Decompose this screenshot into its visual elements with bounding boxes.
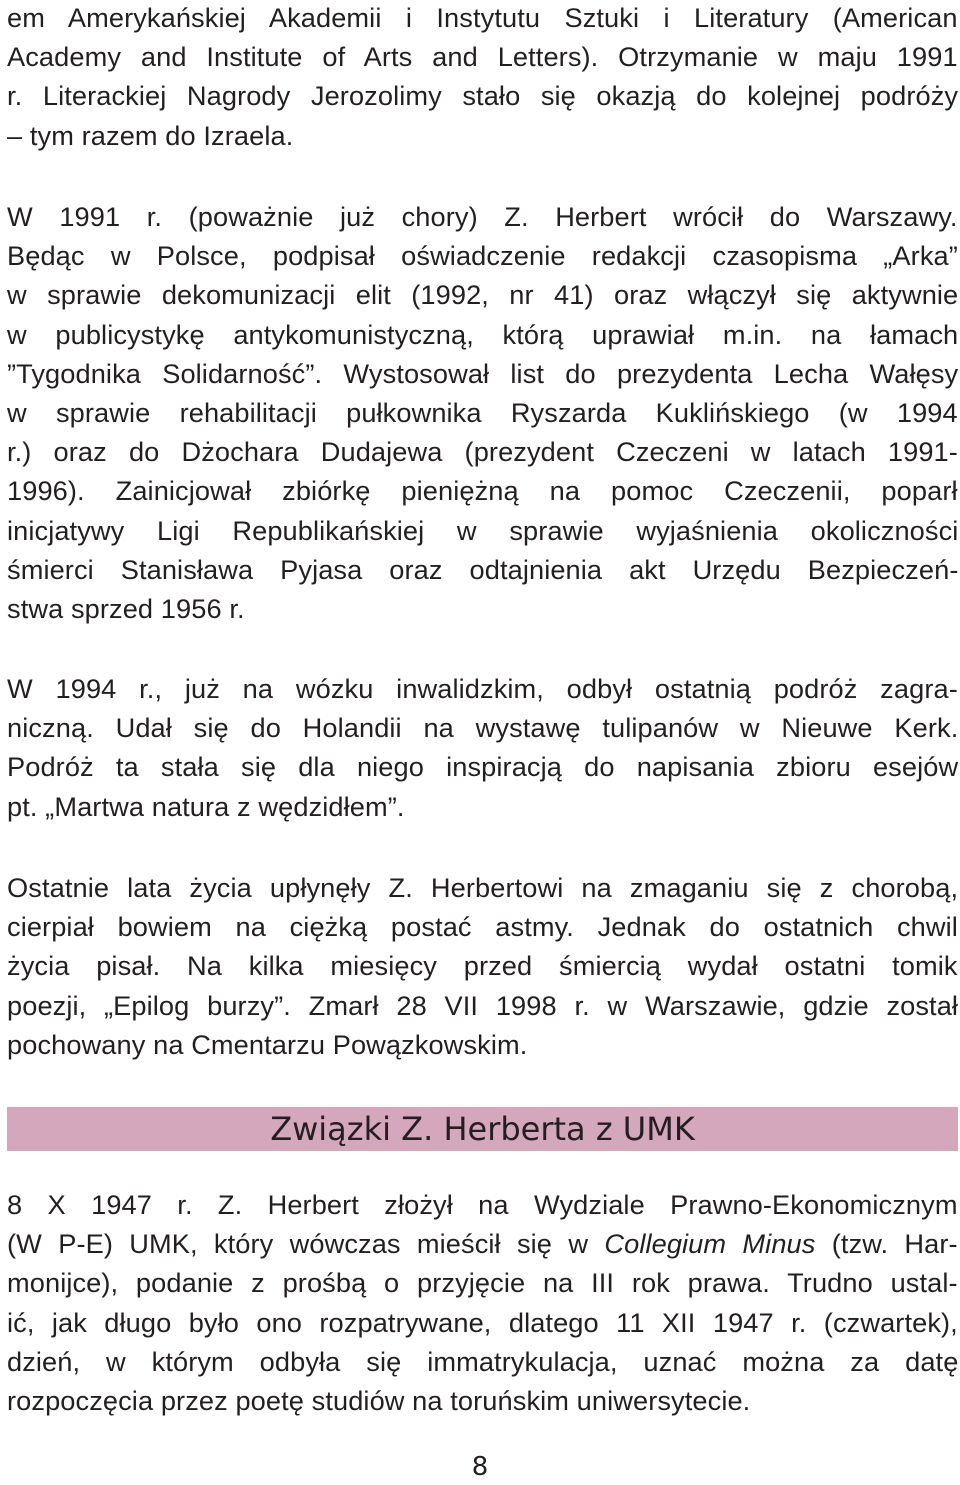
text-line: rozpoczęcia przez poetę studiów na toruńskim uniwersytecie. xyxy=(7,1385,751,1417)
text-line: Ostatnie lata życia upłynęły Z. Herbertowi na zmaganiu się z chorobą, xyxy=(7,872,959,903)
text-line: – tym razem do Izraela. xyxy=(7,119,294,151)
text-line: Academy and Institute of Arts and Letters). Otrzymanie w maju 1991 xyxy=(7,41,958,73)
text-line: monijce), podanie z prośbą o przyjęcie na III rok prawa. Trudno ustal- xyxy=(7,1267,958,1299)
text-line: śmierci Stanisława Pyjasa oraz odtajnienia akt Urzędu Bezpieczeń- xyxy=(7,553,959,585)
text-line: pochowany na Cmentarzu Powązkowskim. xyxy=(7,1028,528,1060)
text-line xyxy=(7,1224,958,1263)
text-line: 8 X 1947 r. Z. Herbert złożył na Wydziale Prawno-Ekonomicznym xyxy=(7,1189,958,1220)
text-fragment: (tzw. Har- xyxy=(815,1228,958,1260)
text-line: w publicystykę antykomunistyczną, którą uprawiał m.in. na łamach xyxy=(7,318,959,350)
paragraph-academy xyxy=(7,0,958,155)
text-line: w sprawie rehabilitacji pułkownika Ryszarda Kuklińskiego (w 1994 xyxy=(7,397,958,429)
text-line: poezji, „Epilog burzy”. Zmarł 28 VII 1998 r. w Warszawie, gdzie został xyxy=(7,989,959,1021)
text-line: Będąc w Polsce, podpisał oświadczenie redakcji czasopisma „Arka” xyxy=(7,240,958,272)
text-line: W 1991 r. (poważnie już chory) Z. Herbert wrócił do Warszawy. xyxy=(7,201,958,232)
text-line: W 1994 r., już na wózku inwalidzkim, odbył ostatnią podróż zagra- xyxy=(7,673,958,704)
text-line: cierpiał bowiem na ciężką postać astmy. Jednak do ostatnich chwil xyxy=(7,911,958,943)
text-line: ”Tygodnika Solidarność”. Wystosował list do prezydenta Lecha Wałęsy xyxy=(7,357,959,389)
text-line: w sprawie dekomunizacji elit (1992, nr 41) oraz włączył się aktywnie xyxy=(7,279,959,311)
text-fragment: (W P-E) UMK, który wówczas mieścił się w xyxy=(7,1228,605,1260)
paragraph-warsaw-return xyxy=(7,197,958,628)
text-line: em Amerykańskiej Akademii i Instytutu Sztuki i Literatury (American xyxy=(7,2,958,33)
text-line: pt. „Martwa natura z wędzidłem”. xyxy=(7,790,405,822)
text-line: dzień, w którym odbyła się immatrykulacja, uznać można za datę xyxy=(7,1345,959,1377)
paragraph-last-years xyxy=(7,868,958,1064)
section-heading: Związki Z. Herberta z UMK xyxy=(270,1110,695,1148)
text-line: inicjatywy Ligi Republikańskiej w sprawie wyjaśnienia okoliczności xyxy=(7,514,959,546)
text-line: życia pisał. Na kilka miesięcy przed śmiercią wydał ostatni tomik xyxy=(7,950,958,982)
page-number: 8 xyxy=(471,1452,489,1482)
text-line: ić, jak długo było ono rozpatrywane, dlatego 11 XII 1947 r. (czwartek), xyxy=(7,1306,958,1338)
paragraph-umk xyxy=(7,1185,958,1420)
text-line: r. Literackiej Nagrody Jerozolimy stało się okazją do kolejnej podróży xyxy=(7,80,959,112)
section-heading-band xyxy=(7,1107,958,1151)
text-line: niczną. Udał się do Holandii na wystawę tulipanów w Nieuwe Kerk. xyxy=(7,712,959,744)
text-line: stwa sprzed 1956 r. xyxy=(7,593,245,625)
text-line: Podróż ta stała się dla niego inspiracją do napisania zbioru esejów xyxy=(7,751,959,783)
text-line: r.) oraz do Dżochara Dudajewa (prezydent Czeczeni w latach 1991- xyxy=(7,436,958,468)
italic-term: Collegium Minus xyxy=(604,1228,816,1260)
text-line: 1996). Zainicjował zbiórkę pieniężną na pomoc Czeczenii, poparł xyxy=(7,475,958,507)
paragraph-last-trip xyxy=(7,669,958,826)
